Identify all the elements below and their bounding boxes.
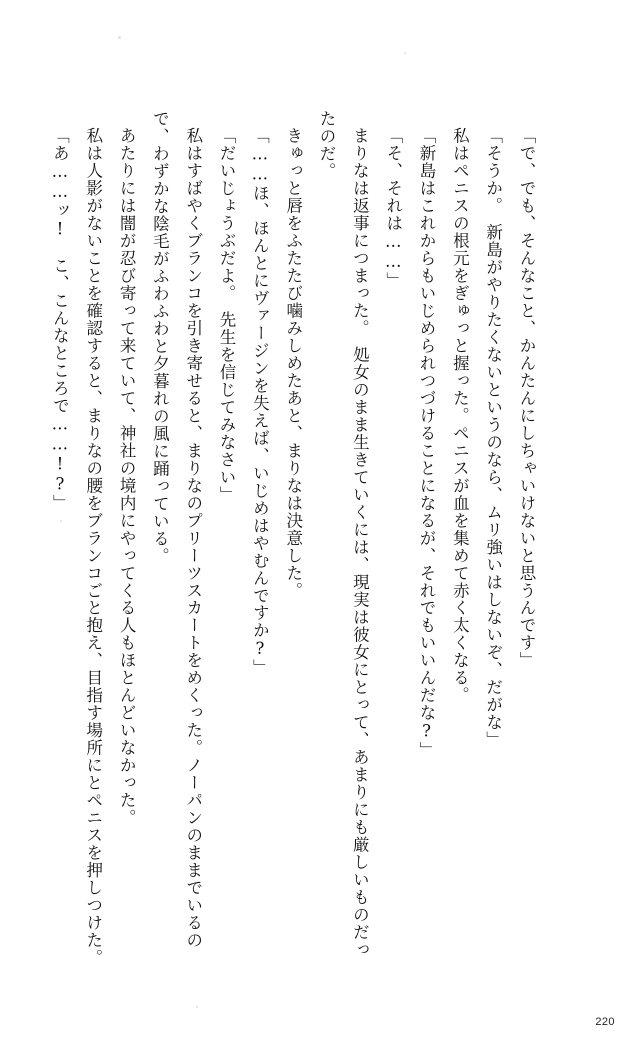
page-number: 220 [595, 1016, 615, 1028]
paragraph: 私はすばやくブランコを引き寄せると、まりなのプリーツスカートをめくった。ノーパンのままでいるので、わずかな陰毛がふわふわと夕暮れの風に踊っている。 [150, 110, 203, 949]
paragraph: 「で、でも、そんなこと、かんたんにしちゃいけないと思うんです」 [517, 126, 536, 669]
paragraph: 「そ、それは……」 [383, 126, 403, 289]
scan-speckle [118, 36, 121, 39]
body-text [50, 110, 543, 970]
paragraph: 「だいじょうぶだよ。 先生を信じてみなさい」 [217, 126, 237, 504]
paragraph: まりなは返事につまった。 処女のまま生きていくには、現実は彼女にとって、あまりにも厳しいものだったのだ。 [317, 110, 370, 958]
paragraph: きゅっと唇をふたたび噛みしめたあと、まりなは決意した。 [283, 126, 303, 599]
scan-speckle [404, 52, 406, 54]
scan-speckle [196, 1006, 198, 1008]
paragraph: 「あ……ッ! こ、こんなところで……!?」 [50, 126, 70, 512]
paragraph: 「そうか。 新島がやりたくないというのなら、ムリ強いはしないぞ、だがな」 [483, 126, 503, 748]
paragraph: 私は人影がないことを確認すると、まりなの腰をブランコごと抱え、目指す場所にとペニスを押しつけた。 [83, 126, 103, 967]
paragraph: 「……ほ、ほんとにヴァージンを失えば、いじめはやむんですか?」 [250, 126, 270, 677]
paragraph: あたりには闇が忍び寄って来ていて、神社の境内にやってくる人もほとんどいなかった。 [117, 126, 137, 827]
paragraph: 「新島はこれからもいじめられつづけることになるが、それでもいいんだな?」 [417, 126, 437, 759]
paragraph: 私はペニスの根元をぎゅっと握った。ペニスが血を集めて赤く太くなる。 [450, 126, 470, 704]
